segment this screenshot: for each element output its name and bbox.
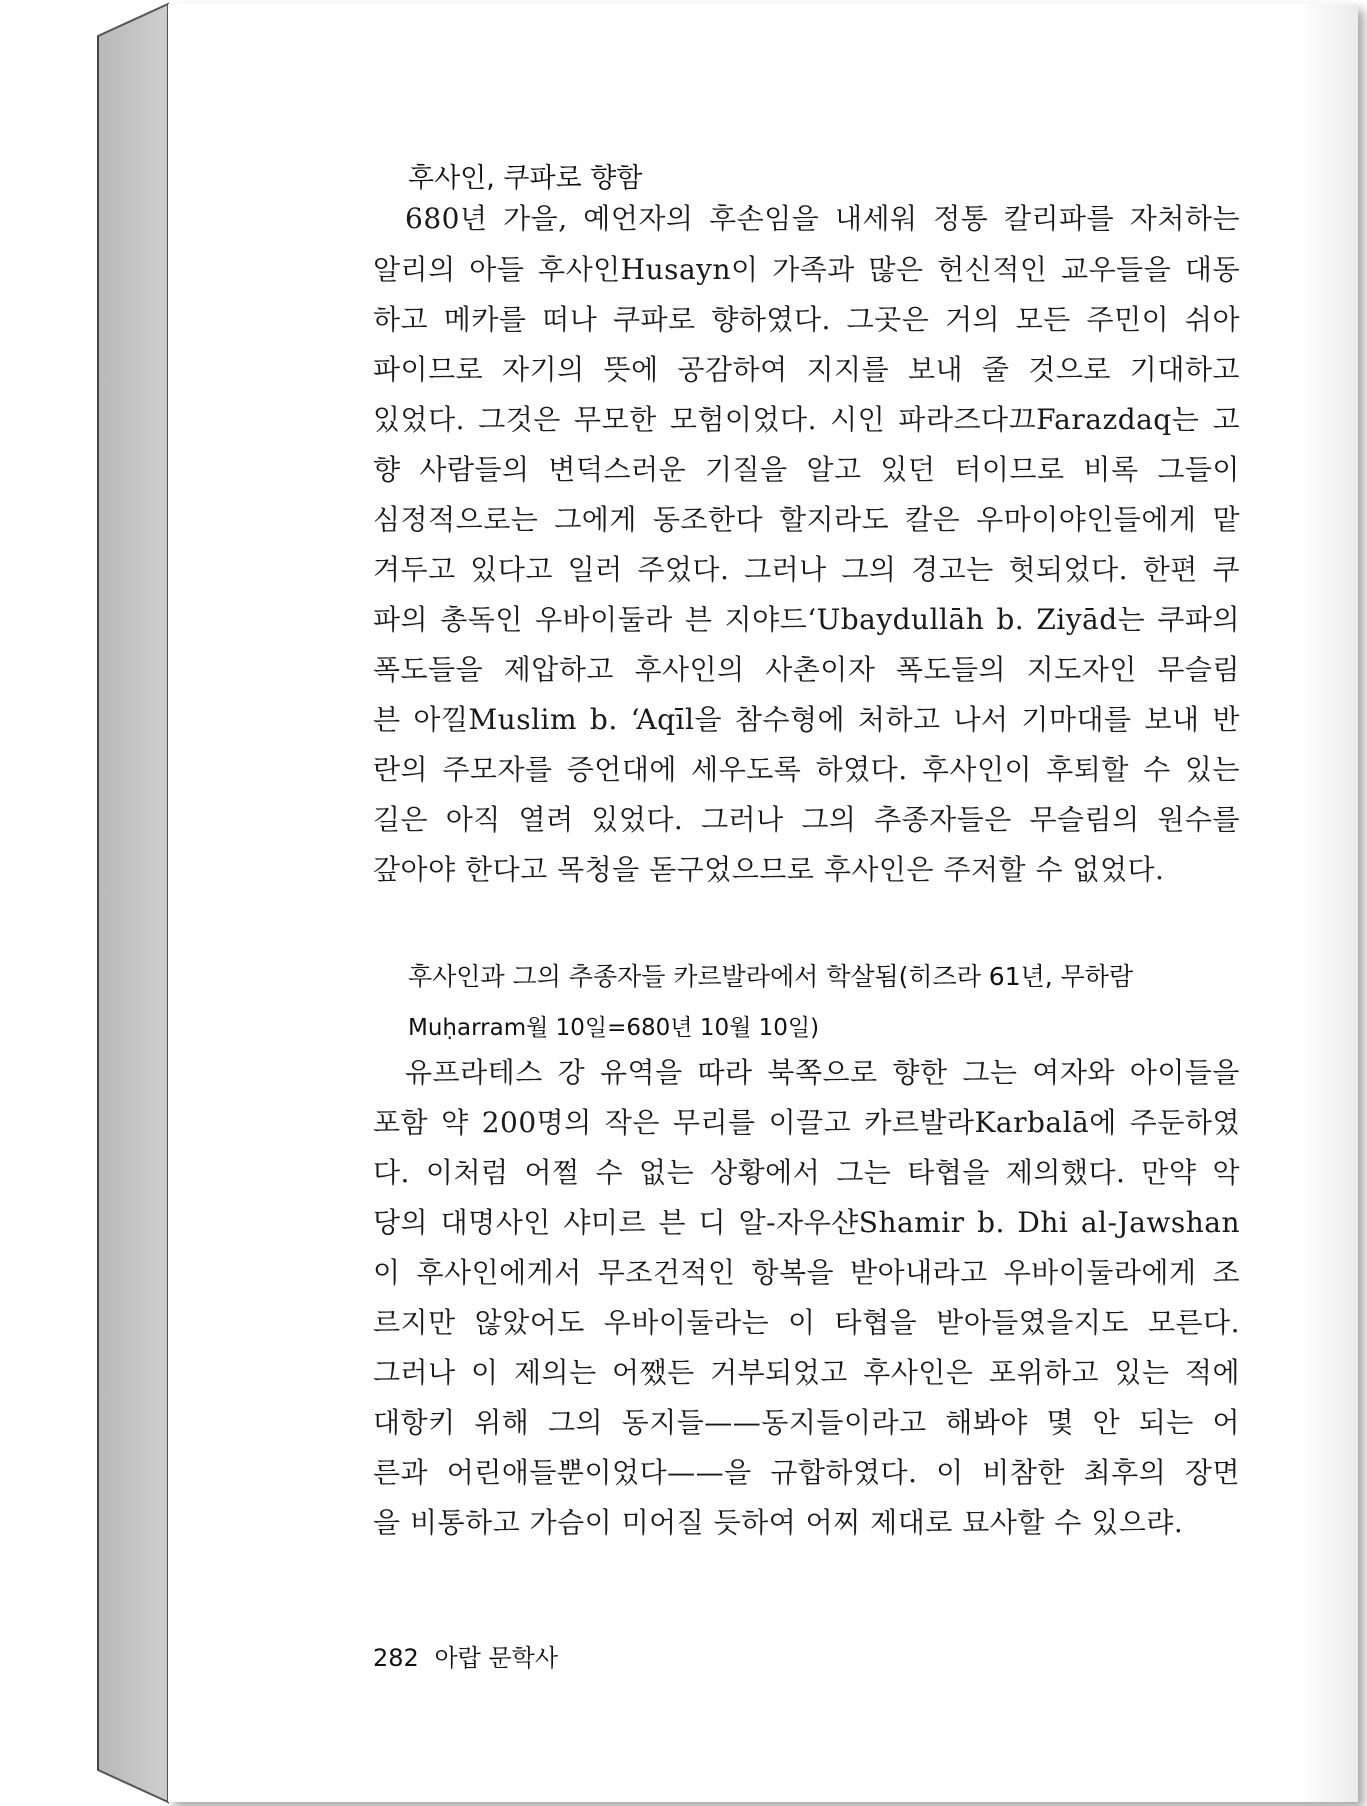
section-heading-karbala-date: Muḥarram월 10일=680년 10월 10일) [408, 1015, 820, 1041]
text-line: 을 비통하고 가슴이 미어질 듯하여 어찌 제대로 묘사할 수 있으랴. [373, 1506, 1184, 1539]
text-line: 란의 주모자를 증언대에 세우도록 하였다. 후사인이 후퇴할 수 있는 [373, 753, 1240, 786]
text-line: 하고 메카를 떠나 쿠파로 향하였다. 그곳은 거의 모든 주민이 쉬아 [373, 303, 1240, 336]
text-line: 당의 대명사인 샤미르 븐 디 알-자우샨Shamir b. Dhi al-Jawshan [373, 1206, 1240, 1239]
section-heading-karbala: 후사인과 그의 추종자들 카르발라에서 학살됨(히즈라 61년, 무하람 [408, 962, 1134, 991]
text-line: 파의 총독인 우바이둘라 븐 지야드‘Ubaydullāh b. Ziyād는 쿠파의 [373, 603, 1240, 636]
text-line: 파이므로 자기의 뜻에 공감하여 지지를 보내 줄 것으로 기대하고 [373, 353, 1240, 386]
text-line: 알리의 아들 후사인Husayn이 가족과 많은 헌신적인 교우들을 대동 [373, 253, 1240, 286]
text-line: 있었다. 그것은 무모한 모험이었다. 시인 파라즈다끄Farazdaq는 고 [373, 403, 1240, 436]
text-line: 른과 어린애들뿐이었다——을 규합하였다. 이 비참한 최후의 장면 [373, 1456, 1240, 1489]
page-footer [373, 1638, 558, 1673]
text-line: 폭도들을 제압하고 후사인의 사촌이자 폭도들의 지도자인 무슬림 [373, 653, 1240, 686]
page-number: 282 [373, 1644, 419, 1672]
text-line: 다. 이처럼 어쩔 수 없는 상황에서 그는 타협을 제의했다. 만약 악 [373, 1156, 1240, 1189]
text-line: 680년 가을, 예언자의 후손임을 내세워 정통 칼리파를 자처하는 [405, 202, 1240, 235]
text-line: 갚아야 한다고 목청을 돋구었으므로 후사인은 주저할 수 없었다. [373, 853, 1165, 886]
text-line: 븐 아낄Muslim b. ‘Aqīl을 참수형에 처하고 나서 기마대를 보내 반 [373, 703, 1240, 736]
text-line: 길은 아직 열려 있었다. 그러나 그의 추종자들은 무슬림의 원수를 [373, 803, 1240, 836]
text-line: 겨두고 있다고 일러 주었다. 그러나 그의 경고는 헛되었다. 한편 쿠 [373, 553, 1240, 586]
text-line: 그러나 이 제의는 어쨌든 거부되었고 후사인은 포위하고 있는 적에 [373, 1356, 1240, 1389]
book-page [168, 4, 1358, 1802]
text-line: 유프라테스 강 유역을 따라 북쪽으로 향한 그는 여자와 아이들을 [405, 1056, 1240, 1089]
text-line: 이 후사인에게서 무조건적인 항복을 받아내라고 우바이둘라에게 조 [373, 1256, 1240, 1289]
page-shadow [1298, 4, 1358, 1802]
text-line: 향 사람들의 변덕스러운 기질을 알고 있던 터이므로 비록 그들이 [373, 453, 1240, 486]
section-heading-husayn-to-kufa: 후사인, 쿠파로 향함 [408, 163, 643, 194]
text-line: 포함 약 200명의 작은 무리를 이끌고 카르발라Karbalā에 주둔하였 [373, 1106, 1240, 1139]
running-title: 아랍 문학사 [434, 1644, 559, 1672]
text-line: 르지만 않았어도 우바이둘라는 이 타협을 받아들였을지도 모른다. [373, 1306, 1240, 1339]
text-line: 심정적으로는 그에게 동조한다 할지라도 칼은 우마이야인들에게 맡 [373, 503, 1240, 536]
text-line: 대항키 위해 그의 동지들——동지들이라고 해봐야 몇 안 되는 어 [373, 1406, 1240, 1439]
